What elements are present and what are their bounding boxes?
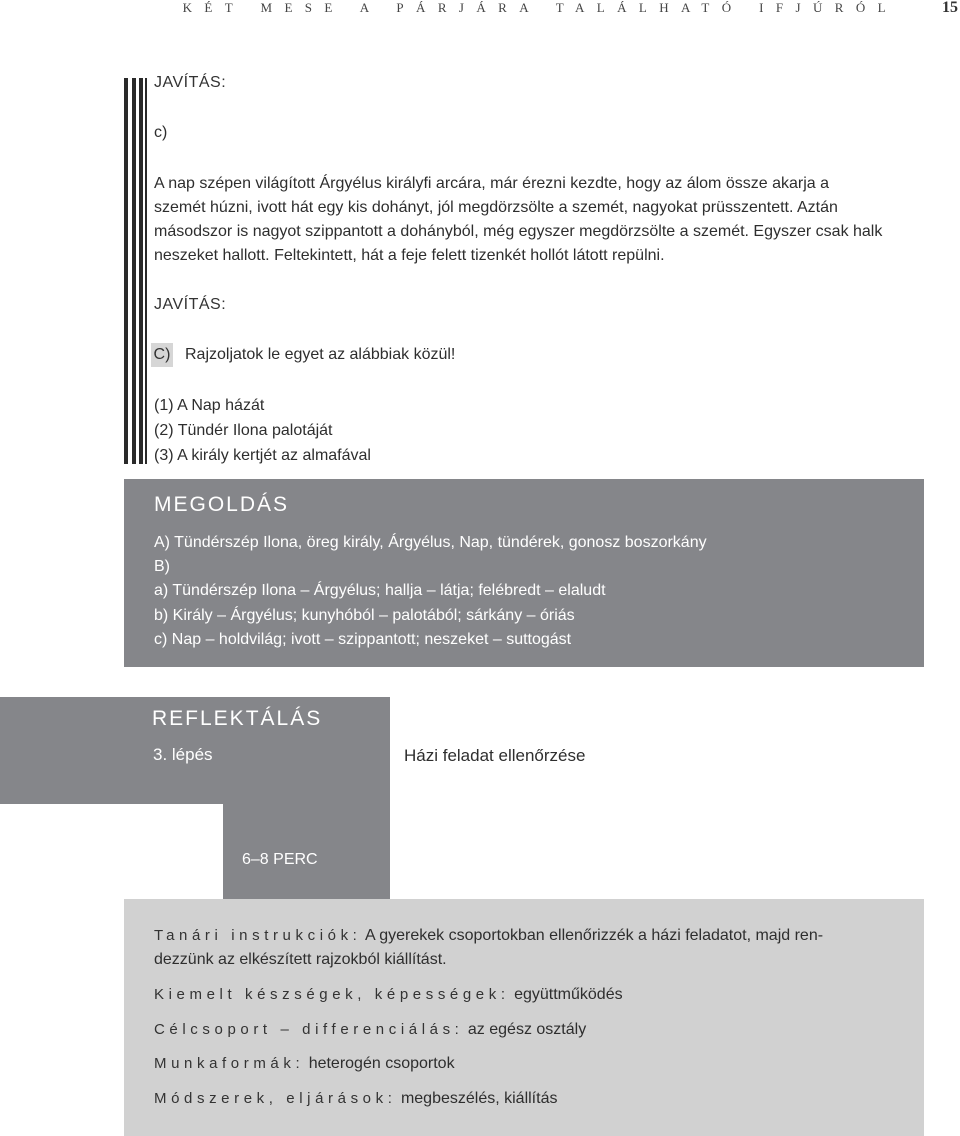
key-skills-value: együttműködés [514,986,623,1003]
key-skills [154,983,899,1007]
list-item: (3) A király kertjét az almafával [154,447,371,464]
correction-heading-2: JAVÍTÁS: [154,296,227,313]
corrected-paragraph [154,172,882,268]
teacher-instructions [154,924,899,972]
list-item: (1) A Nap házát [154,397,265,414]
correction-heading: JAVÍTÁS: [154,74,227,91]
solution-line: a) Tündérszép Ilona – Árgyélus; hallja – látja; felébredt – elaludt [154,582,606,599]
target-group-value: az egész osztály [467,1021,587,1038]
paragraph-line: A nap szépen világított Árgyélus királyfi arcára, már érezni kezdte, hogy az álom össze akarja a [154,175,829,192]
teacher-instructions-text-cont: dezzünk az elkészített rajzokból kiállítást. [154,951,447,968]
subtask-label-c: c) [154,124,168,141]
step-number: 3. lépés [153,745,213,764]
key-skills-label: Kiemelt készségek, képességek: [154,986,510,1003]
paragraph-line: neszeket hallott. Feltekintett, hát a feje felett tizenkét hollót látott repülni. [154,247,665,264]
instructions-panel [124,899,924,1136]
solution-panel [124,479,924,667]
work-forms-label: Munkaformák: [154,1055,305,1072]
paragraph-line: szemét húzni, ivott hát egy kis dohányt, jól megdörzsölte a szemét, nagyokat prüsszentett. Aztán [154,199,838,216]
paragraph-line: másodszor is nagyot szippantott a dohányból, még egyszer megdörzsölte a szemét. Egyszer csak halk [154,223,883,240]
solution-line: c) Nap – holdvilág; ivott – szippantott; neszeket – suttogást [154,631,572,648]
teacher-instructions-text: A gyerekek csoportokban ellenőrizzék a házi feladatot, majd ren- [365,927,824,944]
solution-line: B) [154,558,170,575]
reflection-heading: REFLEKTÁLÁS [152,707,323,730]
methods-label: Módszerek, eljárások: [154,1090,397,1107]
list-item: (2) Tündér Ilona palotáját [154,422,333,439]
methods-value: megbeszélés, kiállítás [400,1090,558,1107]
task-label-box: C) [151,343,173,367]
page-number: 15 [942,0,958,16]
solution-heading: MEGOLDÁS [154,493,290,516]
teacher-instructions-label: Tanári instrukciók: [154,927,362,944]
time-estimate: 6–8 PERC [242,851,318,868]
running-title: KÉT MESE A PÁRJÁRA TALÁLHATÓ IFJÚRÓL [182,0,898,15]
work-forms [154,1052,899,1076]
task-instruction: Rajzoljatok le egyet az alábbiak közül! [185,346,456,363]
step-title: Házi feladat ellenőrzése [404,746,586,765]
solution-line: A) Tündérszép Ilona, öreg király, Árgyélus, Nap, tündérek, gonosz boszorkány [154,534,707,551]
target-group [154,1018,899,1042]
target-group-label: Célcsoport – differenciálás: [154,1021,464,1038]
solution-line: b) Király – Árgyélus; kunyhóból – palotából; sárkány – óriás [154,607,575,624]
work-forms-value: heterogén csoportok [308,1055,455,1072]
methods [154,1087,899,1111]
drawing-options-list [154,393,371,468]
